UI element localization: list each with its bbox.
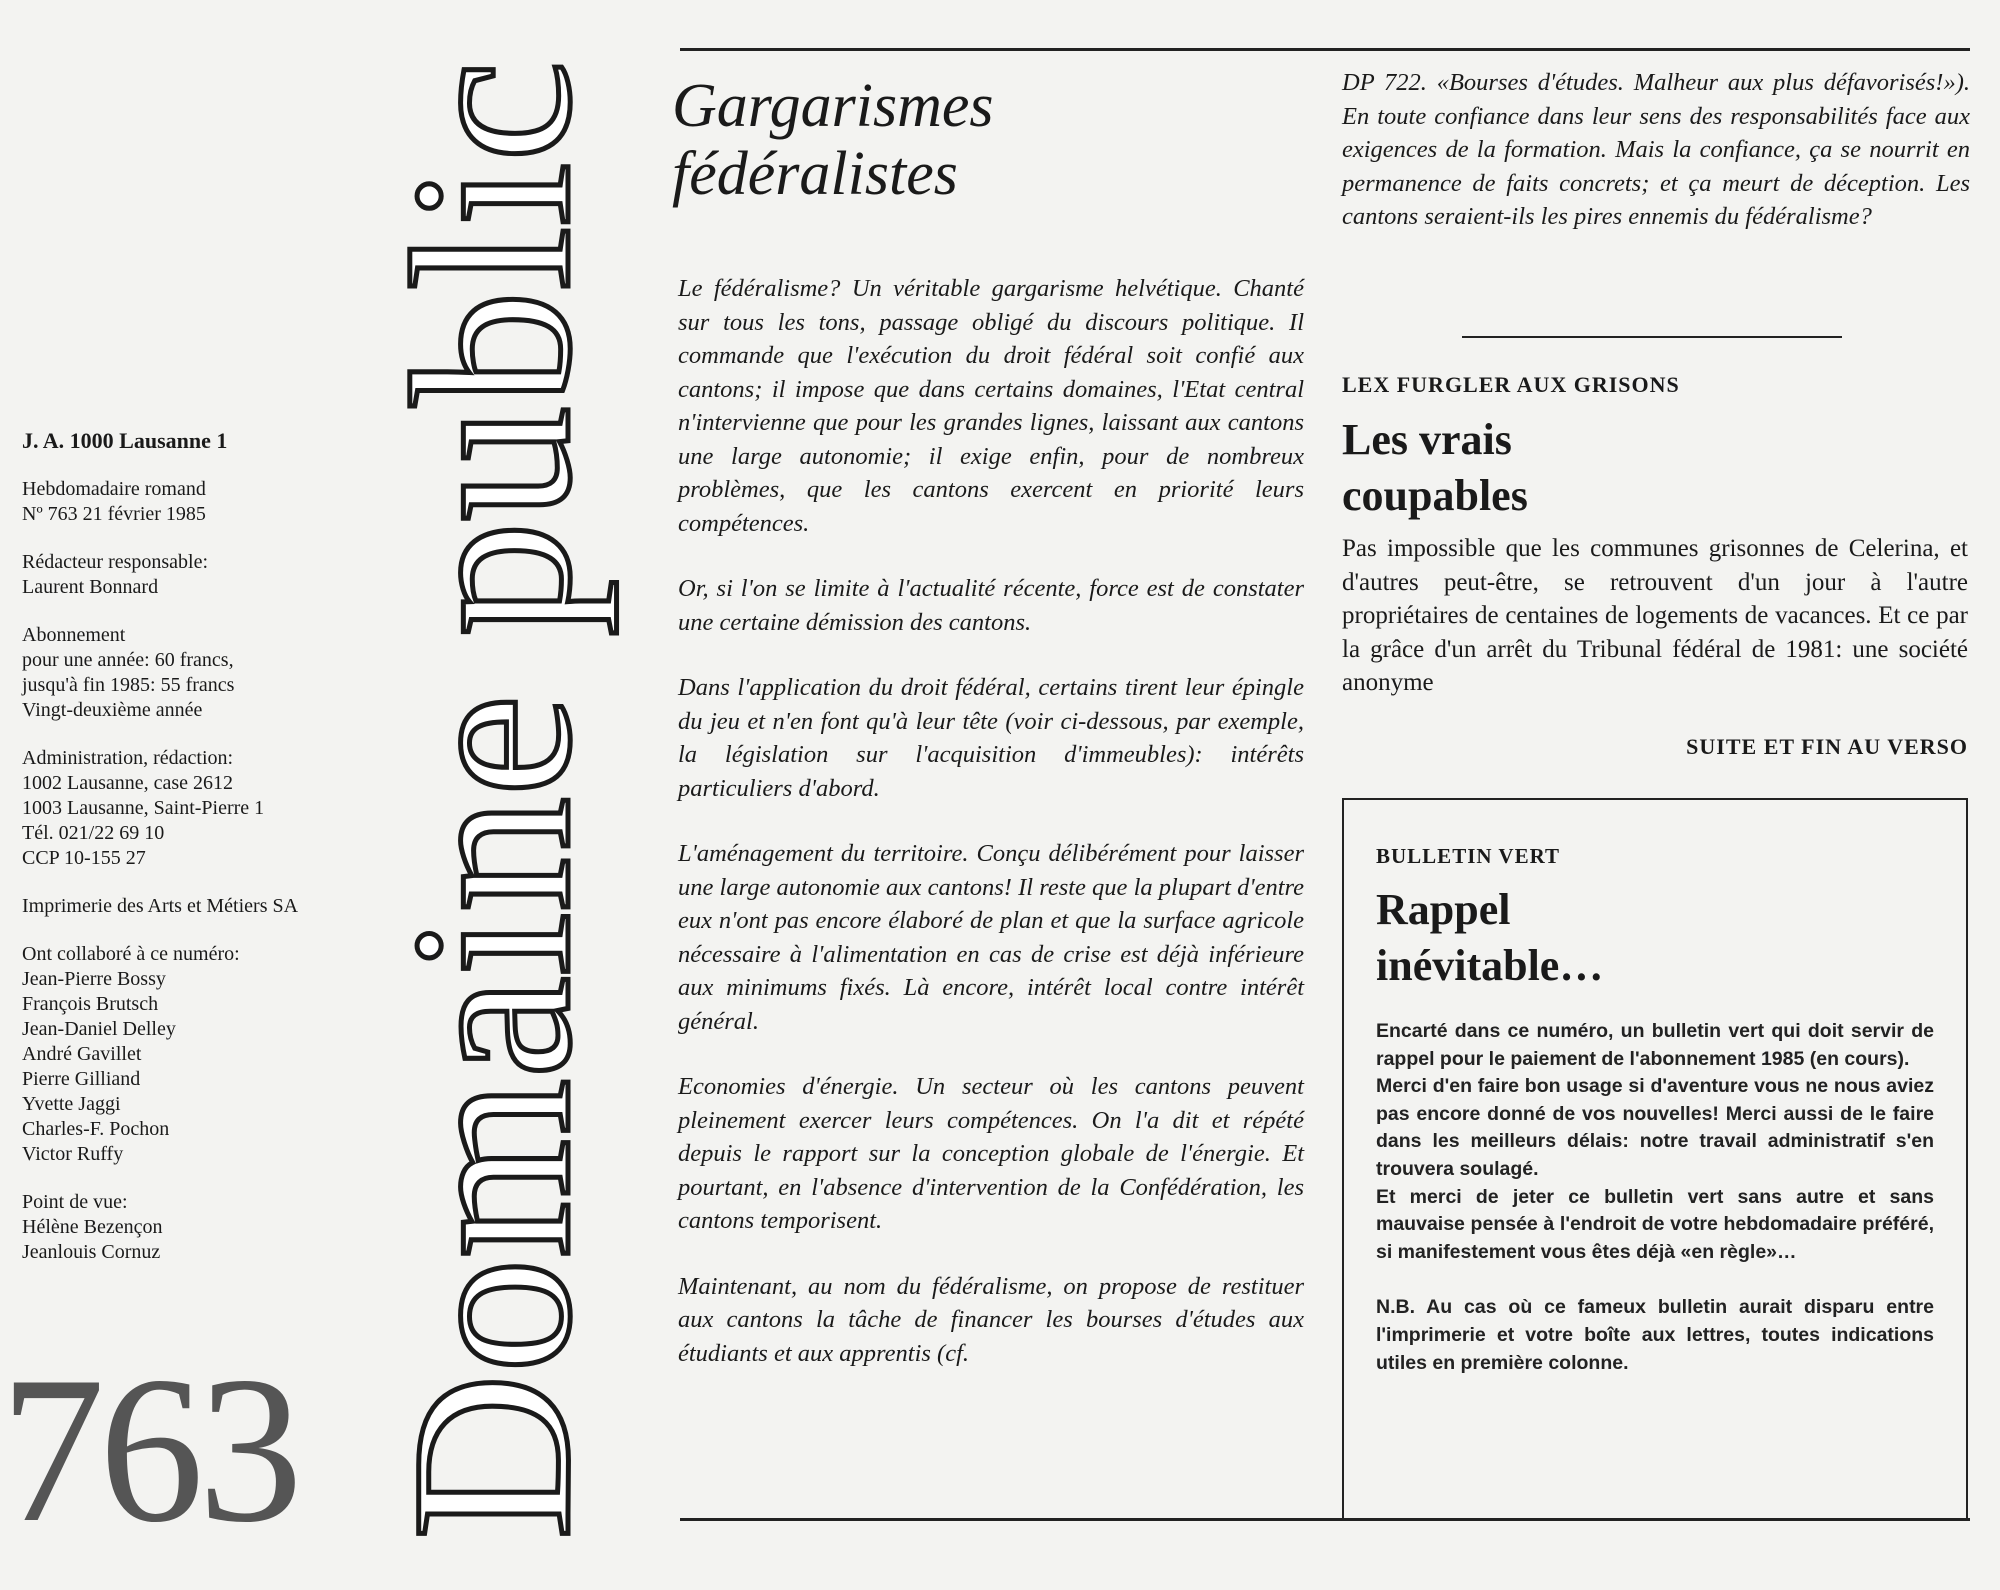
headline-line: fédéralistes [672,140,958,208]
info-line: jusqu'à fin 1985: 55 francs [22,674,235,696]
bulletin-box [1342,798,1968,1520]
article-headline [672,72,1292,208]
info-line: Rédacteur responsable: [22,551,209,573]
continued-notice: SUITE ET FIN AU VERSO [1686,734,1968,759]
article-body [678,272,1304,1402]
headline-line: inévitable… [1376,941,1604,990]
bulletin-kicker: BULLETIN VERT [1376,844,1561,868]
issue-date: Nº 763 21 février 1985 [22,503,206,525]
info-line: Hélène Bezençon [22,1216,163,1238]
logo-text: Domaine public [366,77,618,1540]
masthead-info [22,428,372,1288]
article2-kicker: LEX FURGLER AUX GRISONS [1342,372,1680,397]
article-paragraph: Dans l'application du droit fédéral, certains tirent leur épingle du jeu et n'en font qu'à leur tête (voir ci-dessous, par exemple, la législation sur l'acquisition d'immeubles): intérêts particuliers d'abord. [678,674,1304,802]
domaine-public-logo [366,50,618,1540]
info-line: Vingt-deuxième année [22,699,203,721]
bulletin-paragraph: Merci d'en faire bon usage si d'aventure vous ne nous aviez pas encore donné de vos nouvelles! Merci aussi de le faire dans les meilleurs délais: notre travail administratif s'en trouvera soulagé. [1376,1075,1934,1180]
viewpoint [22,1190,372,1265]
info-line: Ont collaboré à ce numéro: [22,943,240,965]
printer-info [22,894,372,919]
bulletin-paragraph: Encarté dans ce numéro, un bulletin vert qui doit servir de rappel pour le paiement de l'abonnement 1985 (en cours). [1376,1020,1934,1070]
collaborators [22,942,372,1167]
headline-line: Gargarismes [672,72,994,140]
info-line: Abonnement [22,624,126,646]
info-line: Jean-Pierre Bossy [22,968,166,990]
info-line: André Gavillet [22,1043,142,1065]
info-line: 1003 Lausanne, Saint-Pierre 1 [22,797,265,819]
info-line: Point de vue: [22,1191,128,1213]
issue-number: 763 [0,1334,297,1566]
info-line: Yvette Jaggi [22,1093,121,1115]
top-rule [680,48,1970,51]
article-paragraph: Le fédéralisme? Un véritable gargarisme helvétique. Chanté sur tous les tons, passage obligé du discours politique. Il commande que l'exécution du droit fédéral soit confié aux cantons; il impose que dans certains domaines, l'Etat central n'intervienne que pour les grandes lignes, laissant aux cantons une large autonomie; il exige enfin, pour de nombreux problèmes, que les cantons exercent en priorité leurs compétences. [678,275,1304,537]
info-line: 1002 Lausanne, case 2612 [22,772,234,794]
info-line: François Brutsch [22,993,159,1015]
info-line: Hebdomadaire romand [22,478,206,500]
article-paragraph: Maintenant, au nom du fédéralisme, on propose de restituer aux cantons la tâche de financer les bourses d'études aux étudiants et aux apprentis (cf. [678,1272,1304,1367]
subscription-info [22,623,372,723]
info-line: Imprimerie des Arts et Métiers SA [22,895,299,917]
bulletin-headline [1376,882,1603,994]
bulletin-text [1376,1018,1934,1377]
bulletin-paragraph: Et merci de jeter ce bulletin vert sans autre et sans mauvaise pensée à l'endroit de votre hebdomadaire préféré, si manifestement vous êtes déjà «en règle»… [1376,1185,1934,1263]
info-line: Tél. 021/22 69 10 [22,822,165,844]
info-line: Victor Ruffy [22,1143,124,1165]
info-line: Charles-F. Pochon [22,1118,170,1140]
postal-code: J. A. 1000 Lausanne 1 [22,428,228,453]
headline-line: coupables [1342,471,1528,520]
article-paragraph: Economies d'énergie. Un secteur où les cantons peuvent pleinement exercer leurs compétences. On l'a dit et répété depuis le rapport sur la conception globale de l'énergie. Et pourtant, en l'absence d'intervention de la Confédération, les cantons temporisent. [678,1073,1304,1234]
headline-line: Les vrais [1342,415,1512,464]
publication-info [22,477,372,527]
info-line: Administration, rédaction: [22,747,234,769]
info-line: pour une année: 60 francs, [22,649,234,671]
article-paragraph: L'aménagement du territoire. Conçu délibérément pour laisser une large autonomie aux cantons! Il reste que la plupart d'entre eux n'ont pas encore élaboré de plan et que la surface agricole nécessaire à l'alimentation en cas de crise est déjà inférieure aux minimums fixés. Là encore, intérêt local contre intérêt général. [678,840,1304,1035]
article2-headline [1342,412,1528,524]
info-line: CCP 10-155 27 [22,847,146,869]
article2-body: Pas impossible que les communes grisonnes de Celerina, et d'autres peut-être, se retrouvent d'un jour à l'autre propriétaires de centaines de logements de vacances. Et ce par la grâce d'un arrêt du Tribunal fédéral de 1981: une société anonyme [1342,535,1968,696]
article-paragraph: Or, si l'on se limite à l'actualité récente, force est de constater une certaine démission des cantons. [678,575,1304,636]
info-line: Pierre Gilliand [22,1068,141,1090]
info-line: Jean-Daniel Delley [22,1018,176,1040]
administration-info [22,746,372,871]
headline-line: Rappel [1376,885,1511,934]
info-line: Jeanlouis Cornuz [22,1241,161,1263]
column-rule [1462,336,1842,338]
article-continuation: DP 722. «Bourses d'études. Malheur aux plus défavorisés!»). En toute confiance dans leur sens des responsabilités face aux exigences de la formation. Mais la confiance, ça se nourrit en permanence de faits concrets; et ça meurt de déception. Les cantons seraient-ils les pires ennemis du fédéralisme? [1342,69,1970,230]
bulletin-nb: N.B. Au cas où ce fameux bulletin aurait disparu entre l'imprimerie et votre boîte aux lettres, toutes indications utiles en première colonne. [1376,1296,1934,1374]
info-line: Laurent Bonnard [22,576,159,598]
editor-info [22,550,372,600]
